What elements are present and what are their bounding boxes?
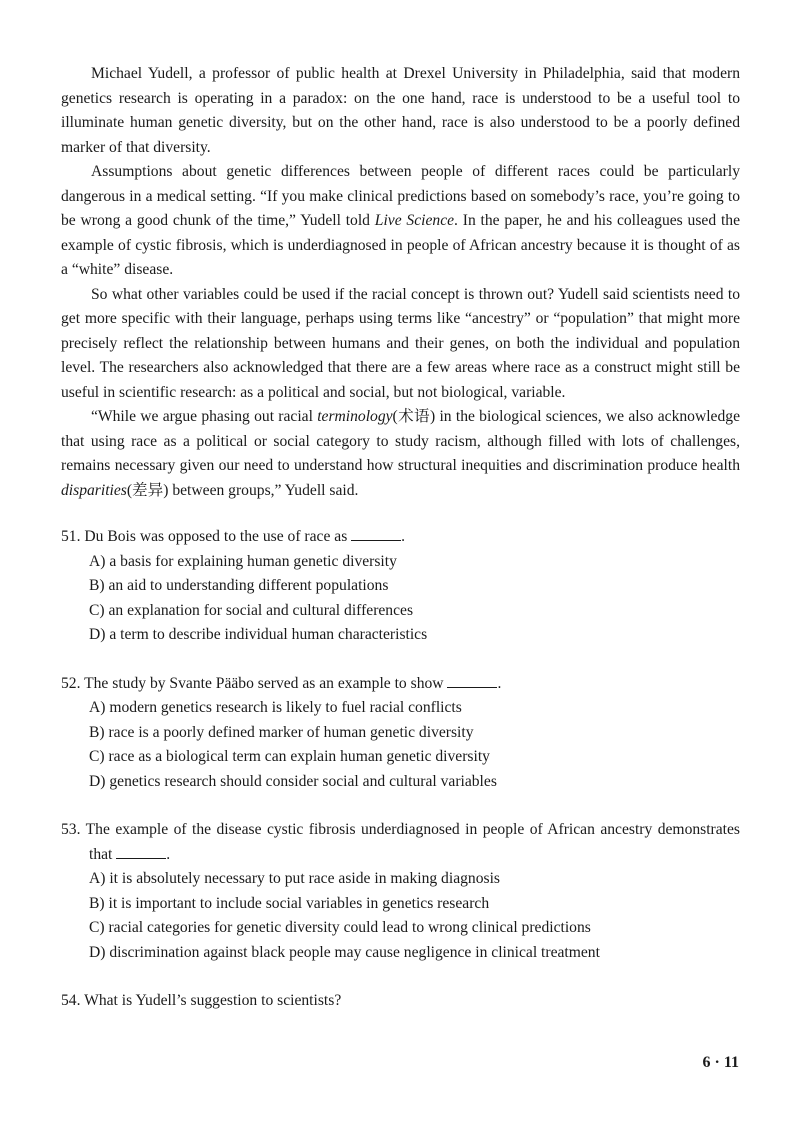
option-b: B) race is a poorly defined marker of human genetic diversity [89, 723, 474, 741]
paragraph-text: between groups,” Yudell said. [168, 481, 359, 499]
answer-blank [447, 673, 497, 688]
paragraph-text: Assumptions about genetic differences between people of different races could be particularly dangerous in a medical setting. “If you make clinical predictions based on somebody’s race, you’re going to be wrong a good chunk of the time,” Yudell told [61, 163, 740, 229]
paragraph-text: “While we argue phasing out racial [91, 408, 318, 425]
question-53 [61, 818, 740, 965]
passage-paragraph-2 [61, 160, 740, 283]
passage-paragraph-4 [61, 405, 740, 503]
question-stem: 52. The study by Svante Pääbo served as an example to show . [61, 674, 502, 692]
option-a: A) it is absolutely necessary to put race aside in making diagnosis [89, 870, 500, 887]
paragraph-text: in the biological sciences, we also acknowledge that using race as a political or social category to study racism, although filled with lots of challenges, remains necessary given our need to understand how structural inequities and discrimination produce health [61, 408, 740, 474]
option-c: C) an explanation for social and cultural differences [89, 601, 414, 619]
option-d: D) genetics research should consider social and cultural variables [89, 772, 497, 790]
paragraph-text: . In the paper, he and his colleagues used the example of cystic fibrosis, which is underdiagnosed in people of African ancestry because it is thought of as a “white” disease. [61, 212, 740, 278]
italic-term: terminology [317, 408, 393, 425]
paragraph-text: Michael Yudell, a professor of public health at Drexel University in Philadelphia, said that modern genetics research is operating in a paradox: on the one hand, race is understood to be a useful tool to illuminate human genetic diversity, but on the other hand, race is also understood to be a poorly defined marker of that diversity. [61, 65, 740, 156]
question-stem: 51. Du Bois was opposed to the use of race as . [61, 528, 406, 545]
option-c: C) race as a biological term can explain human genetic diversity [89, 748, 490, 765]
question-51 [61, 525, 740, 648]
italic-source-name: Live Science [374, 212, 455, 229]
paragraph-text: So what other variables could be used if the racial concept is thrown out? Yudell said scientists need to get more specific with their language, perhaps using terms like “ancestry” or “population” that might more precisely reflect the relationship between humans and their genes, on both the individual and population level. The researchers also acknowledged that there are a few areas where race as a construct might still be useful in scientific research: as a political and social, but not biological, variable. [61, 285, 740, 401]
chinese-gloss: (术语) [392, 408, 436, 425]
document-page [61, 62, 740, 1014]
answer-blank [351, 526, 401, 541]
passage-paragraph-1 [61, 62, 740, 160]
question-stem: 54. What is Yudell’s suggestion to scientists? [61, 992, 342, 1009]
italic-term: disparities [61, 481, 127, 499]
question-54 [61, 989, 740, 1014]
option-a: A) a basis for explaining human genetic diversity [89, 552, 397, 570]
question-52 [61, 672, 740, 795]
page-number: 6 · 11 [702, 1054, 739, 1071]
passage-paragraph-3 [61, 283, 740, 406]
option-a: A) modern genetics research is likely to fuel racial conflicts [89, 699, 462, 716]
option-b: B) an aid to understanding different populations [89, 577, 389, 594]
answer-blank [116, 844, 166, 859]
option-d: D) a term to describe individual human characteristics [89, 626, 428, 643]
question-stem: 53. The example of the disease cystic fibrosis underdiagnosed in people of African ancestry demonstrates that . [61, 821, 740, 863]
option-c: C) racial categories for genetic diversity could lead to wrong clinical predictions [89, 919, 591, 936]
option-d: D) discrimination against black people may cause negligence in clinical treatment [89, 943, 600, 961]
option-b: B) it is important to include social variables in genetics research [89, 894, 490, 912]
chinese-gloss: (差异) [126, 481, 169, 499]
